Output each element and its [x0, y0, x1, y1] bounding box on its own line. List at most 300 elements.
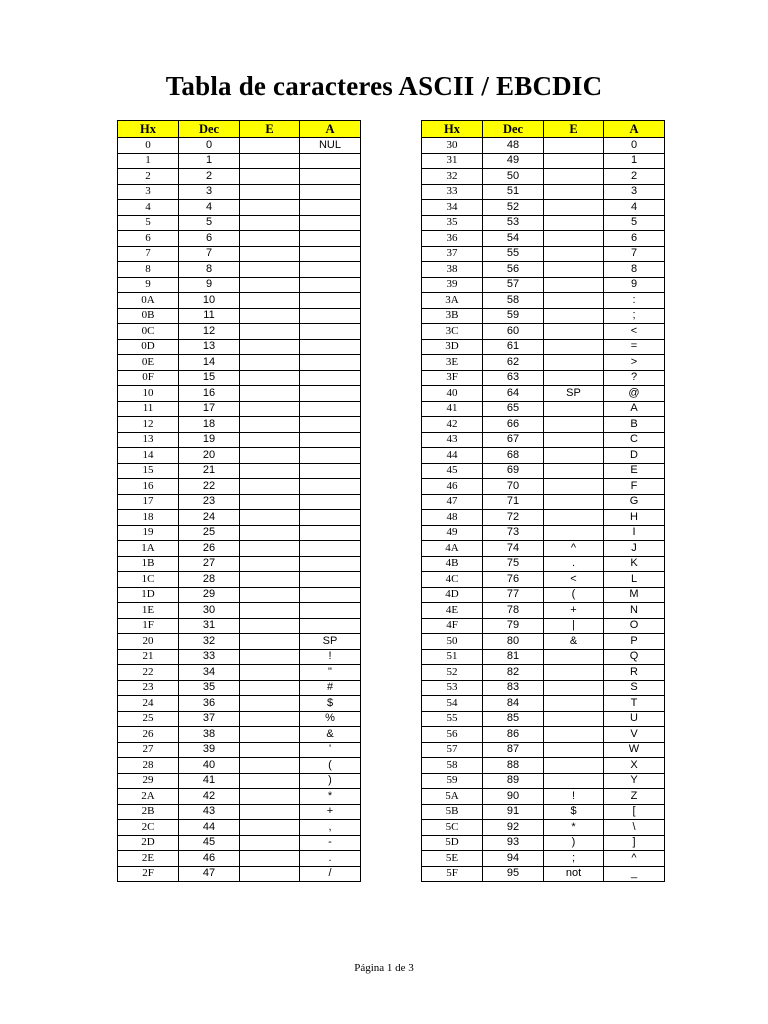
table-row	[422, 200, 665, 216]
table-row	[118, 448, 361, 464]
table-row	[422, 773, 665, 789]
cell-ebcdic	[240, 215, 300, 231]
table-row	[118, 587, 361, 603]
cell-dec: 66	[483, 417, 544, 433]
cell-dec: 58	[483, 293, 544, 309]
cell-hx: 0D	[118, 339, 179, 355]
cell-dec: 23	[179, 494, 240, 510]
cell-ebcdic	[544, 494, 604, 510]
cell-ascii	[300, 215, 361, 231]
cell-ebcdic	[240, 339, 300, 355]
cell-ebcdic	[240, 479, 300, 495]
cell-dec: 34	[179, 665, 240, 681]
cell-hx: 22	[118, 665, 179, 681]
cell-dec: 26	[179, 541, 240, 557]
cell-ascii: SP	[300, 634, 361, 650]
cell-hx: 35	[422, 215, 483, 231]
cell-dec: 55	[483, 246, 544, 262]
table-row	[422, 386, 665, 402]
cell-dec: 88	[483, 758, 544, 774]
cell-hx: 7	[118, 246, 179, 262]
cell-ebcdic	[544, 665, 604, 681]
cell-ebcdic: $	[544, 804, 604, 820]
cell-ascii: ?	[604, 370, 665, 386]
cell-ebcdic	[240, 246, 300, 262]
cell-hx: 58	[422, 758, 483, 774]
cell-ebcdic	[240, 184, 300, 200]
table-row	[118, 851, 361, 867]
table-row	[422, 370, 665, 386]
cell-hx: 1F	[118, 618, 179, 634]
table-row	[422, 618, 665, 634]
cell-ascii: X	[604, 758, 665, 774]
cell-hx: 0F	[118, 370, 179, 386]
table-row	[422, 696, 665, 712]
cell-ebcdic	[240, 556, 300, 572]
cell-dec: 85	[483, 711, 544, 727]
table-row	[118, 153, 361, 169]
cell-dec: 13	[179, 339, 240, 355]
cell-dec: 20	[179, 448, 240, 464]
cell-ascii: C	[604, 432, 665, 448]
table-row	[118, 696, 361, 712]
cell-ebcdic: not	[544, 866, 604, 882]
cell-dec: 79	[483, 618, 544, 634]
cell-dec: 28	[179, 572, 240, 588]
table-row	[422, 634, 665, 650]
cell-ascii: ]	[604, 835, 665, 851]
cell-ascii: NUL	[300, 138, 361, 154]
cell-ebcdic	[544, 293, 604, 309]
table-row	[118, 634, 361, 650]
cell-dec: 3	[179, 184, 240, 200]
cell-hx: 38	[422, 262, 483, 278]
cell-dec: 50	[483, 169, 544, 185]
cell-ascii: I	[604, 525, 665, 541]
cell-hx: 25	[118, 711, 179, 727]
cell-dec: 25	[179, 525, 240, 541]
cell-ebcdic	[240, 200, 300, 216]
table-row	[118, 386, 361, 402]
cell-dec: 38	[179, 727, 240, 743]
cell-ascii: 9	[604, 277, 665, 293]
cell-ascii: 6	[604, 231, 665, 247]
cell-dec: 74	[483, 541, 544, 557]
cell-ascii	[300, 618, 361, 634]
cell-dec: 24	[179, 510, 240, 526]
cell-ebcdic	[240, 432, 300, 448]
cell-hx: 30	[422, 138, 483, 154]
cell-ebcdic	[240, 355, 300, 371]
cell-ebcdic	[240, 603, 300, 619]
table-row	[422, 479, 665, 495]
cell-ascii: /	[300, 866, 361, 882]
cell-ebcdic	[240, 494, 300, 510]
cell-hx: 1A	[118, 541, 179, 557]
cell-hx: 55	[422, 711, 483, 727]
table-row	[118, 665, 361, 681]
table-row	[118, 308, 361, 324]
cell-ascii	[300, 370, 361, 386]
cell-hx: 36	[422, 231, 483, 247]
header-row	[422, 121, 665, 138]
cell-dec: 80	[483, 634, 544, 650]
table-row	[422, 665, 665, 681]
cell-dec: 68	[483, 448, 544, 464]
cell-ebcdic	[240, 324, 300, 340]
cell-hx: 34	[422, 200, 483, 216]
cell-ebcdic	[544, 246, 604, 262]
cell-dec: 95	[483, 866, 544, 882]
table-row	[422, 680, 665, 696]
table-row	[422, 804, 665, 820]
cell-ebcdic: &	[544, 634, 604, 650]
cell-ebcdic	[240, 401, 300, 417]
cell-ebcdic	[240, 510, 300, 526]
cell-ebcdic	[240, 417, 300, 433]
cell-hx: 5F	[422, 866, 483, 882]
cell-ascii	[300, 448, 361, 464]
cell-hx: 26	[118, 727, 179, 743]
table-row	[118, 169, 361, 185]
cell-ascii: O	[604, 618, 665, 634]
table-row	[118, 866, 361, 882]
cell-hx: 52	[422, 665, 483, 681]
table-row	[422, 556, 665, 572]
cell-hx: 1B	[118, 556, 179, 572]
cell-ascii: *	[300, 789, 361, 805]
cell-hx: 32	[422, 169, 483, 185]
cell-hx: 42	[422, 417, 483, 433]
table-row	[118, 742, 361, 758]
cell-dec: 72	[483, 510, 544, 526]
cell-ebcdic: SP	[544, 386, 604, 402]
cell-ascii: =	[604, 339, 665, 355]
cell-dec: 41	[179, 773, 240, 789]
cell-ebcdic	[544, 355, 604, 371]
table-row	[118, 355, 361, 371]
cell-dec: 94	[483, 851, 544, 867]
cell-dec: 60	[483, 324, 544, 340]
cell-dec: 71	[483, 494, 544, 510]
cell-ascii	[300, 355, 361, 371]
cell-hx: 4	[118, 200, 179, 216]
table-row	[422, 866, 665, 882]
table-row	[422, 758, 665, 774]
cell-ebcdic	[544, 758, 604, 774]
cell-dec: 49	[483, 153, 544, 169]
page-footer: Página 1 de 3	[354, 962, 414, 974]
cell-dec: 92	[483, 820, 544, 836]
cell-ascii: 1	[604, 153, 665, 169]
table-row	[118, 246, 361, 262]
cell-ebcdic	[240, 587, 300, 603]
cell-ebcdic	[544, 138, 604, 154]
cell-ascii: )	[300, 773, 361, 789]
cell-hx: 20	[118, 634, 179, 650]
cell-ebcdic: *	[544, 820, 604, 836]
cell-hx: 2B	[118, 804, 179, 820]
cell-ascii: Q	[604, 649, 665, 665]
cell-dec: 63	[483, 370, 544, 386]
cell-ascii: V	[604, 727, 665, 743]
cell-ascii	[300, 479, 361, 495]
cell-dec: 90	[483, 789, 544, 805]
cell-ascii: 5	[604, 215, 665, 231]
cell-dec: 75	[483, 556, 544, 572]
cell-ascii: L	[604, 572, 665, 588]
table-row	[118, 758, 361, 774]
cell-dec: 61	[483, 339, 544, 355]
header-hx: Hx	[118, 121, 179, 138]
cell-dec: 67	[483, 432, 544, 448]
cell-ascii: D	[604, 448, 665, 464]
cell-ascii: '	[300, 742, 361, 758]
cell-dec: 6	[179, 231, 240, 247]
cell-hx: 3F	[422, 370, 483, 386]
table-row	[422, 789, 665, 805]
cell-ascii: 3	[604, 184, 665, 200]
cell-ebcdic	[240, 370, 300, 386]
cell-ascii	[300, 463, 361, 479]
cell-dec: 12	[179, 324, 240, 340]
cell-ebcdic	[240, 448, 300, 464]
cell-dec: 52	[483, 200, 544, 216]
cell-ebcdic: ^	[544, 541, 604, 557]
cell-ascii: 2	[604, 169, 665, 185]
table-row	[118, 494, 361, 510]
cell-hx: 1C	[118, 572, 179, 588]
cell-hx: 31	[422, 153, 483, 169]
cell-ebcdic	[544, 339, 604, 355]
cell-dec: 91	[483, 804, 544, 820]
table-row	[118, 649, 361, 665]
cell-ebcdic: (	[544, 587, 604, 603]
cell-ascii: @	[604, 386, 665, 402]
cell-ebcdic	[544, 153, 604, 169]
cell-ebcdic	[240, 463, 300, 479]
cell-ebcdic	[240, 293, 300, 309]
table-row	[422, 541, 665, 557]
table-row	[118, 789, 361, 805]
table-row	[118, 820, 361, 836]
cell-ascii	[300, 556, 361, 572]
table-row	[422, 494, 665, 510]
cell-dec: 2	[179, 169, 240, 185]
cell-ascii: ^	[604, 851, 665, 867]
cell-dec: 51	[483, 184, 544, 200]
cell-hx: 2F	[118, 866, 179, 882]
cell-hx: 11	[118, 401, 179, 417]
cell-ascii: &	[300, 727, 361, 743]
cell-ascii	[300, 587, 361, 603]
table-row	[422, 463, 665, 479]
cell-dec: 82	[483, 665, 544, 681]
cell-ascii	[300, 603, 361, 619]
table-row	[422, 277, 665, 293]
cell-dec: 81	[483, 649, 544, 665]
table-row	[422, 293, 665, 309]
cell-ascii: P	[604, 634, 665, 650]
cell-ebcdic	[544, 727, 604, 743]
cell-hx: 2A	[118, 789, 179, 805]
cell-ebcdic: <	[544, 572, 604, 588]
cell-ascii	[300, 541, 361, 557]
cell-dec: 16	[179, 386, 240, 402]
cell-hx: 56	[422, 727, 483, 743]
cell-ascii: "	[300, 665, 361, 681]
cell-ebcdic	[544, 370, 604, 386]
cell-hx: 3A	[422, 293, 483, 309]
cell-ascii: \	[604, 820, 665, 836]
cell-dec: 69	[483, 463, 544, 479]
table-row	[422, 851, 665, 867]
cell-hx: 9	[118, 277, 179, 293]
cell-ebcdic	[544, 324, 604, 340]
cell-dec: 33	[179, 649, 240, 665]
cell-dec: 47	[179, 866, 240, 882]
header-ascii: A	[300, 121, 361, 138]
cell-dec: 21	[179, 463, 240, 479]
cell-ebcdic	[544, 525, 604, 541]
cell-hx: 4C	[422, 572, 483, 588]
table-row	[118, 231, 361, 247]
cell-dec: 44	[179, 820, 240, 836]
cell-ascii: S	[604, 680, 665, 696]
cell-ebcdic	[544, 308, 604, 324]
cell-ebcdic	[240, 866, 300, 882]
table-row	[422, 603, 665, 619]
cell-dec: 10	[179, 293, 240, 309]
cell-ascii: %	[300, 711, 361, 727]
cell-hx: 51	[422, 649, 483, 665]
cell-dec: 89	[483, 773, 544, 789]
cell-hx: 50	[422, 634, 483, 650]
cell-ebcdic	[544, 432, 604, 448]
cell-ascii	[300, 277, 361, 293]
cell-dec: 77	[483, 587, 544, 603]
cell-hx: 0B	[118, 308, 179, 324]
cell-ascii: >	[604, 355, 665, 371]
cell-ebcdic	[544, 262, 604, 278]
cell-ascii: .	[300, 851, 361, 867]
cell-ebcdic	[544, 742, 604, 758]
cell-hx: 2	[118, 169, 179, 185]
cell-ascii	[300, 386, 361, 402]
cell-dec: 86	[483, 727, 544, 743]
cell-dec: 62	[483, 355, 544, 371]
header-dec: Dec	[179, 121, 240, 138]
cell-hx: 0C	[118, 324, 179, 340]
cell-ascii: 7	[604, 246, 665, 262]
table-row	[422, 246, 665, 262]
cell-hx: 1	[118, 153, 179, 169]
cell-dec: 65	[483, 401, 544, 417]
cell-dec: 30	[179, 603, 240, 619]
cell-ascii	[300, 401, 361, 417]
cell-ascii: Y	[604, 773, 665, 789]
cell-ebcdic	[544, 417, 604, 433]
table-row	[422, 262, 665, 278]
cell-ascii: #	[300, 680, 361, 696]
table-row	[118, 417, 361, 433]
cell-hx: 43	[422, 432, 483, 448]
cell-ebcdic	[544, 231, 604, 247]
cell-dec: 35	[179, 680, 240, 696]
cell-ascii	[300, 246, 361, 262]
cell-hx: 1D	[118, 587, 179, 603]
cell-ebcdic	[544, 479, 604, 495]
cell-hx: 19	[118, 525, 179, 541]
cell-dec: 48	[483, 138, 544, 154]
cell-hx: 2C	[118, 820, 179, 836]
cell-hx: 23	[118, 680, 179, 696]
cell-hx: 0E	[118, 355, 179, 371]
cell-ebcdic: !	[544, 789, 604, 805]
cell-ebcdic	[544, 649, 604, 665]
cell-dec: 57	[483, 277, 544, 293]
cell-ascii: <	[604, 324, 665, 340]
cell-hx: 10	[118, 386, 179, 402]
cell-hx: 6	[118, 231, 179, 247]
cell-ebcdic	[240, 649, 300, 665]
cell-hx: 4B	[422, 556, 483, 572]
table-row	[422, 727, 665, 743]
cell-ascii	[300, 432, 361, 448]
cell-ebcdic	[240, 153, 300, 169]
header-row	[118, 121, 361, 138]
cell-ascii	[300, 184, 361, 200]
cell-dec: 37	[179, 711, 240, 727]
cell-ebcdic	[240, 820, 300, 836]
table-row	[118, 293, 361, 309]
cell-hx: 0	[118, 138, 179, 154]
table-row	[118, 711, 361, 727]
cell-dec: 70	[483, 479, 544, 495]
cell-hx: 40	[422, 386, 483, 402]
cell-hx: 21	[118, 649, 179, 665]
cell-hx: 5D	[422, 835, 483, 851]
cell-ascii	[300, 153, 361, 169]
cell-ascii: N	[604, 603, 665, 619]
cell-ascii	[300, 510, 361, 526]
cell-hx: 3D	[422, 339, 483, 355]
cell-ascii: B	[604, 417, 665, 433]
cell-ebcdic	[240, 727, 300, 743]
cell-hx: 28	[118, 758, 179, 774]
cell-hx: 44	[422, 448, 483, 464]
table-row	[422, 835, 665, 851]
cell-dec: 22	[179, 479, 240, 495]
page-title: Tabla de caracteres ASCII / EBCDIC	[165, 71, 603, 101]
cell-ascii: U	[604, 711, 665, 727]
table-row	[118, 525, 361, 541]
table-row	[422, 448, 665, 464]
cell-ascii: !	[300, 649, 361, 665]
cell-hx: 59	[422, 773, 483, 789]
cell-hx: 12	[118, 417, 179, 433]
cell-ebcdic	[544, 184, 604, 200]
cell-ebcdic	[544, 696, 604, 712]
cell-hx: 18	[118, 510, 179, 526]
cell-ascii	[300, 572, 361, 588]
table-row	[118, 727, 361, 743]
cell-ascii	[300, 293, 361, 309]
cell-hx: 8	[118, 262, 179, 278]
cell-hx: 2E	[118, 851, 179, 867]
cell-ascii: A	[604, 401, 665, 417]
table-body-left	[118, 138, 361, 882]
